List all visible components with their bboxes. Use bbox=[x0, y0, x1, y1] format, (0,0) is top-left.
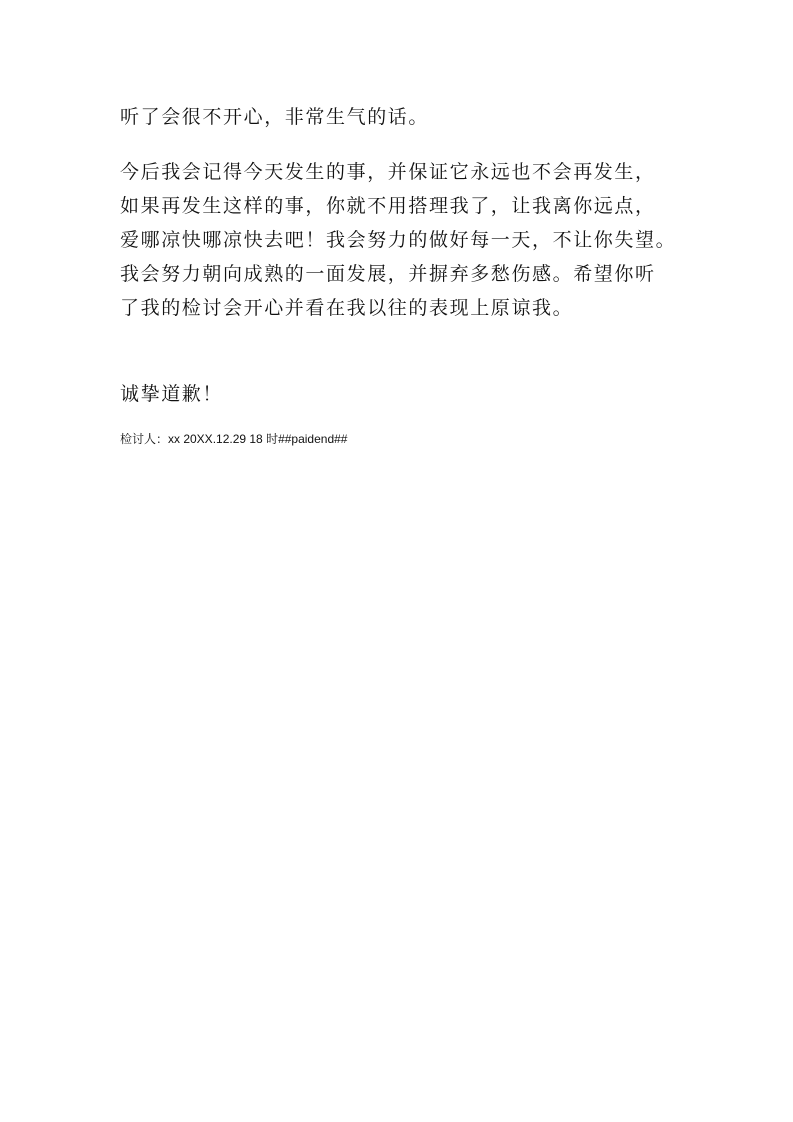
paragraph-line: 爱哪凉快哪凉快去吧！我会努力的做好每一天，不让你失望。 bbox=[120, 229, 677, 251]
closing-text: 诚挚道歉！ bbox=[120, 383, 224, 405]
closing-line bbox=[120, 377, 680, 411]
paragraph-line: 今后我会记得今天发生的事，并保证它永远也不会再发生， bbox=[120, 161, 656, 183]
paragraph-line: 了我的检讨会开心并看在我以往的表现上原谅我。 bbox=[120, 297, 574, 319]
paragraph-2 bbox=[120, 155, 680, 325]
paragraph-line: 如果再发生这样的事，你就不用搭理我了，让我离你远点， bbox=[120, 195, 656, 217]
signature-line: 检讨人：xx 20XX.12.29 18 时##paidend## bbox=[120, 432, 348, 446]
paragraph-line: 我会努力朝向成熟的一面发展，并摒弃多愁伤感。希望你听 bbox=[120, 263, 656, 285]
paragraph-1 bbox=[120, 100, 680, 134]
paragraph-line: 听了会很不开心，非常生气的话。 bbox=[120, 106, 430, 128]
